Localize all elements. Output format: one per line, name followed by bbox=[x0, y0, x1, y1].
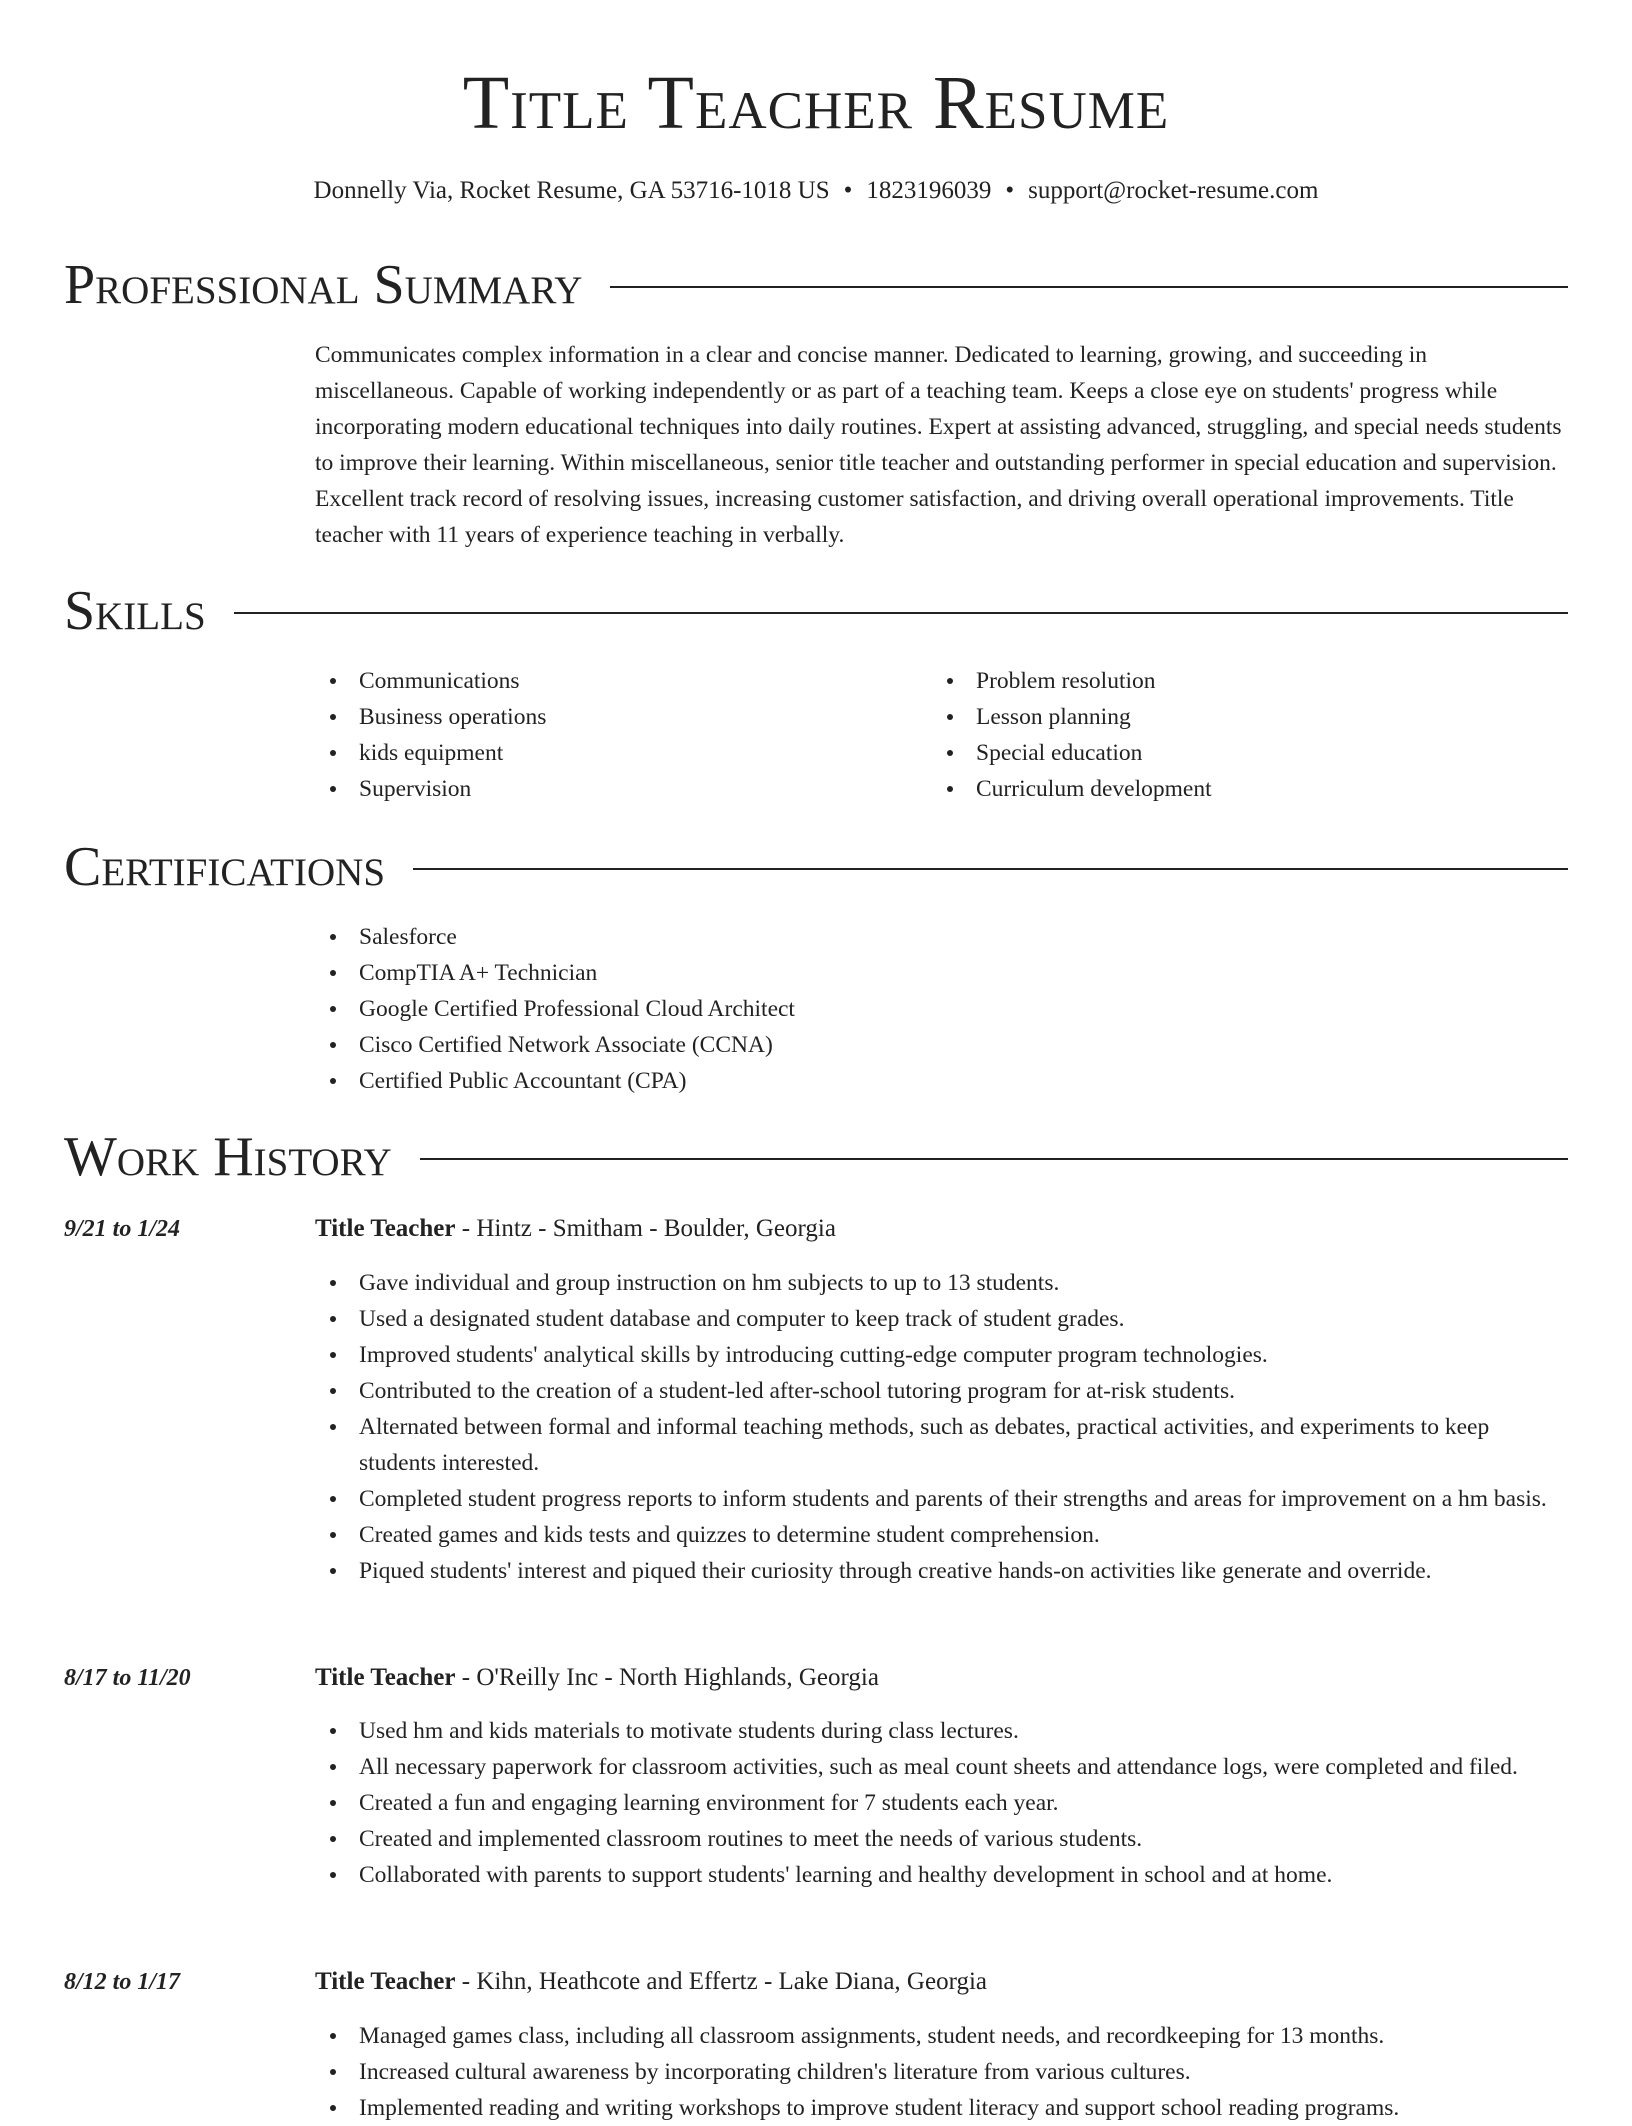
job-duty: Increased cultural awareness by incorporating children's literature from various cultures. bbox=[315, 2054, 1570, 2090]
job-role: Title Teacher bbox=[315, 1664, 456, 1691]
contact-line bbox=[0, 176, 1632, 206]
contact-phone: 1823196039 bbox=[866, 177, 992, 204]
job-role: Title Teacher bbox=[315, 1215, 456, 1242]
job-duty: Completed student progress reports to inform students and parents of their strengths and areas for improvement on a hm basis. bbox=[315, 1481, 1570, 1517]
job-duty: Implemented reading and writing workshops to improve student literacy and support school reading programs. bbox=[315, 2090, 1570, 2126]
contact-separator: • bbox=[1005, 177, 1015, 204]
job-duty: Alternated between formal and informal teaching methods, such as debates, practical activities, and experiments to keep students interested. bbox=[315, 1409, 1570, 1481]
job-duty: Used hm and kids materials to motivate students during class lectures. bbox=[315, 1713, 1570, 1749]
job-duty: Used a designated student database and computer to keep track of student grades. bbox=[315, 1301, 1570, 1337]
section-title-skills: Skills bbox=[64, 579, 234, 643]
contact-separator: • bbox=[843, 177, 853, 204]
job-employer: - O'Reilly Inc - North Highlands, Georgia bbox=[455, 1664, 879, 1691]
job-duty: Contributed to the creation of a student-led after-school tutoring program for at-risk students. bbox=[315, 1373, 1570, 1409]
job-employer: - Kihn, Heathcote and Effertz - Lake Diana, Georgia bbox=[455, 1968, 987, 1995]
skill-item: Communications bbox=[315, 663, 546, 699]
job-duties-list bbox=[315, 2018, 1570, 2126]
job-employer: - Hintz - Smitham - Boulder, Georgia bbox=[455, 1215, 836, 1242]
skill-item: Lesson planning bbox=[932, 699, 1212, 735]
certification-item: Cisco Certified Network Associate (CCNA) bbox=[315, 1027, 795, 1063]
job-duties-list bbox=[315, 1713, 1570, 1893]
job-role: Title Teacher bbox=[315, 1968, 456, 1995]
section-divider bbox=[64, 612, 1568, 614]
summary-text: Communicates complex information in a clear and concise manner. Dedicated to learning, growing, and succeeding in miscellaneous. Capable of working independently or as part of a teaching team. Keeps a close eye on students' progress while incorporating modern educational techniques into daily routines. Expert at assisting advanced, struggling, and special needs students to improve their learning. Within miscellaneous, senior title teacher and outstanding performer in special education and supervision. Excellent track record of resolving issues, increasing customer satisfaction, and driving overall operational improvements. Title teacher with 11 years of experience teaching in verbally. bbox=[315, 342, 1562, 548]
certification-item: Google Certified Professional Cloud Architect bbox=[315, 991, 795, 1027]
job-duty: All necessary paperwork for classroom activities, such as meal count sheets and attendance logs, were completed and filed. bbox=[315, 1749, 1570, 1785]
job-duty: Gave individual and group instruction on hm subjects to up to 13 students. bbox=[315, 1265, 1570, 1301]
skill-item: Curriculum development bbox=[932, 771, 1212, 807]
job-dates: 8/17 to 11/20 bbox=[64, 1665, 191, 1691]
job-heading bbox=[315, 1660, 879, 1696]
skill-item: Business operations bbox=[315, 699, 546, 735]
section-title-work-history: Work History bbox=[64, 1125, 420, 1189]
section-title-certifications: Certifications bbox=[64, 835, 413, 899]
job-duty: Created a fun and engaging learning environment for 7 students each year. bbox=[315, 1785, 1570, 1821]
skill-item: kids equipment bbox=[315, 735, 546, 771]
resume-title: Title Teacher Resume bbox=[462, 61, 1170, 145]
job-duty: Piqued students' interest and piqued their curiosity through creative hands-on activities like generate and override. bbox=[315, 1553, 1570, 1589]
job-dates: 8/12 to 1/17 bbox=[64, 1969, 181, 1995]
certification-item: Certified Public Accountant (CPA) bbox=[315, 1063, 795, 1099]
contact-email: support@rocket-resume.com bbox=[1028, 177, 1319, 204]
job-duty: Created and implemented classroom routines to meet the needs of various students. bbox=[315, 1821, 1570, 1857]
skill-item: Problem resolution bbox=[932, 663, 1212, 699]
contact-address: Donnelly Via, Rocket Resume, GA 53716-1018 US bbox=[313, 177, 830, 204]
job-duty: Collaborated with parents to support students' learning and healthy development in school and at home. bbox=[315, 1857, 1570, 1893]
job-dates: 9/21 to 1/24 bbox=[64, 1216, 181, 1242]
section-title-summary: Professional Summary bbox=[64, 253, 610, 317]
skill-item: Special education bbox=[932, 735, 1212, 771]
skills-list-left bbox=[315, 663, 546, 807]
job-duty: Improved students' analytical skills by introducing cutting-edge computer program technologies. bbox=[315, 1337, 1570, 1373]
skill-item: Supervision bbox=[315, 771, 546, 807]
certifications-list bbox=[315, 919, 795, 1099]
skills-list-right bbox=[932, 663, 1212, 807]
job-duties-list bbox=[315, 1265, 1570, 1589]
job-duty: Created games and kids tests and quizzes to determine student comprehension. bbox=[315, 1517, 1570, 1553]
certification-item: CompTIA A+ Technician bbox=[315, 955, 795, 991]
certification-item: Salesforce bbox=[315, 919, 795, 955]
job-heading bbox=[315, 1964, 987, 2000]
job-duty: Managed games class, including all classroom assignments, student needs, and recordkeeping for 13 months. bbox=[315, 2018, 1570, 2054]
job-heading bbox=[315, 1211, 836, 1247]
